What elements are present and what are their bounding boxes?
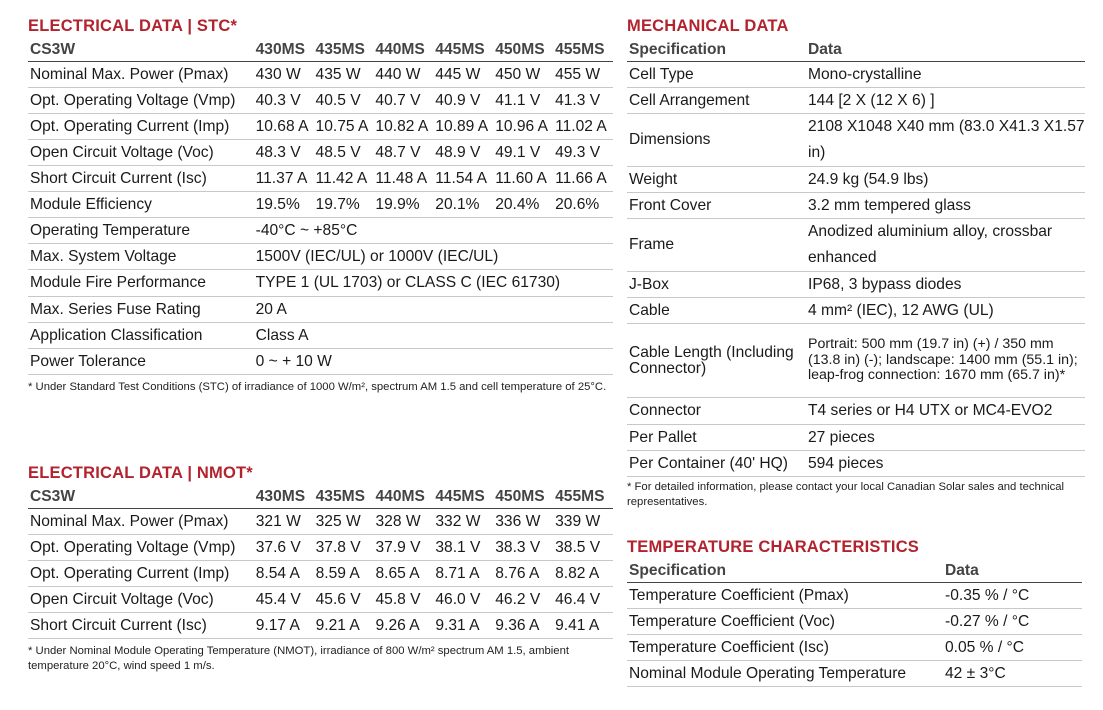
cell-value: 8.54 A <box>254 561 314 587</box>
cell-value: 9.17 A <box>254 613 314 639</box>
cell-value: 41.3 V <box>553 88 613 114</box>
row-label: Cell Type <box>627 62 806 88</box>
row-label: Frame <box>627 219 806 272</box>
cell-value: 594 pieces <box>806 451 1085 477</box>
row-label: Cable Length (Including Connector) <box>627 324 806 398</box>
cell-value: 4 mm² (IEC), 12 AWG (UL) <box>806 298 1085 324</box>
cell-value: 40.5 V <box>314 88 374 114</box>
mech-head-data: Data <box>806 38 1085 62</box>
nmot-col-header: 440MS <box>373 485 433 509</box>
table-row <box>28 62 613 88</box>
table-row <box>627 298 1085 324</box>
cell-value: 46.2 V <box>493 587 553 613</box>
cell-value: 41.1 V <box>493 88 553 114</box>
row-label: Open Circuit Voltage (Voc) <box>28 140 254 166</box>
cell-value: 0 ~ + 10 W <box>254 349 613 375</box>
cell-value: 45.4 V <box>254 587 314 613</box>
row-label: Opt. Operating Voltage (Vmp) <box>28 88 254 114</box>
cell-value: 8.59 A <box>314 561 374 587</box>
cell-value: 37.6 V <box>254 535 314 561</box>
cell-value: TYPE 1 (UL 1703) or CLASS C (IEC 61730) <box>254 270 613 297</box>
cell-value: 20.6% <box>553 192 613 218</box>
cell-value: 328 W <box>373 509 433 535</box>
cell-value: Class A <box>254 323 613 349</box>
table-row <box>28 509 613 535</box>
table-row <box>28 114 613 140</box>
cell-value: 435 W <box>314 62 374 88</box>
table-row <box>627 583 1082 609</box>
row-label: Max. Series Fuse Rating <box>28 297 254 323</box>
cell-value: 48.5 V <box>314 140 374 166</box>
row-label: Temperature Coefficient (Isc) <box>627 635 943 661</box>
table-row <box>28 349 613 375</box>
cell-value: 11.48 A <box>373 166 433 192</box>
cell-value: -0.35 % / °C <box>943 583 1082 609</box>
nmot-col-header: 450MS <box>493 485 553 509</box>
table-row <box>627 661 1082 687</box>
row-label: Cell Arrangement <box>627 88 806 114</box>
table-row <box>627 167 1085 193</box>
mech-table <box>627 38 1085 477</box>
cell-value: 46.0 V <box>433 587 493 613</box>
table-row <box>28 218 613 244</box>
table-row <box>28 192 613 218</box>
nmot-col-header: 455MS <box>553 485 613 509</box>
table-row <box>28 140 613 166</box>
cell-value: 48.9 V <box>433 140 493 166</box>
cell-value: 2108 X1048 X40 mm (83.0 X41.3 X1.57 in) <box>806 114 1085 167</box>
cell-value: -0.27 % / °C <box>943 609 1082 635</box>
temp-table <box>627 559 1082 687</box>
table-row <box>627 398 1085 425</box>
cell-value: 45.8 V <box>373 587 433 613</box>
nmot-title: ELECTRICAL DATA | NMOT* <box>28 464 253 482</box>
table-row <box>627 425 1085 451</box>
table-row <box>627 451 1085 477</box>
stc-table <box>28 38 613 375</box>
nmot-section <box>28 461 613 674</box>
cell-value: 0.05 % / °C <box>943 635 1082 661</box>
temp-head-data: Data <box>943 559 1082 583</box>
table-row <box>627 114 1085 167</box>
cell-value: 10.82 A <box>373 114 433 140</box>
row-label: Power Tolerance <box>28 349 254 375</box>
cell-value: IP68, 3 bypass diodes <box>806 272 1085 298</box>
table-row <box>28 561 613 587</box>
temp-section <box>627 535 1082 687</box>
row-label: Opt. Operating Current (Imp) <box>28 561 254 587</box>
cell-value: 3.2 mm tempered glass <box>806 193 1085 219</box>
cell-value: Portrait: 500 mm (19.7 in) (+) / 350 mm (13.8 in) (-); landscape: 1400 mm (55.1 in); leap-frog connection: 1670 mm (65.7 in)* <box>806 324 1085 398</box>
table-row <box>627 272 1085 298</box>
mech-note: * For detailed information, please contact your local Canadian Solar sales and technical representatives. <box>627 481 1065 508</box>
cell-value: 144 [2 X (12 X 6) ] <box>806 88 1085 114</box>
nmot-table <box>28 485 613 639</box>
cell-value: 20.4% <box>493 192 553 218</box>
cell-value: 10.75 A <box>314 114 374 140</box>
temp-title: TEMPERATURE CHARACTERISTICS <box>627 538 920 556</box>
cell-value: 339 W <box>553 509 613 535</box>
nmot-note: * Under Nominal Module Operating Temperature (NMOT), irradiance of 800 W/m² spectrum AM 1.5, ambient temperature 20°C, wind speed 1 m/s. <box>28 645 569 672</box>
cell-value: 445 W <box>433 62 493 88</box>
nmot-col-header: 430MS <box>254 485 314 509</box>
table-row <box>627 635 1082 661</box>
table-row <box>627 324 1085 398</box>
nmot-header-row <box>28 485 613 509</box>
table-row <box>28 535 613 561</box>
cell-value: 8.65 A <box>373 561 433 587</box>
cell-value: 11.37 A <box>254 166 314 192</box>
cell-value: 40.3 V <box>254 88 314 114</box>
table-row <box>28 323 613 349</box>
row-label: Dimensions <box>627 114 806 167</box>
row-label: Operating Temperature <box>28 218 254 244</box>
row-label: Module Fire Performance <box>28 270 254 297</box>
row-label: Open Circuit Voltage (Voc) <box>28 587 254 613</box>
cell-value: 11.42 A <box>314 166 374 192</box>
cell-value: 38.5 V <box>553 535 613 561</box>
table-row <box>627 193 1085 219</box>
row-label: J-Box <box>627 272 806 298</box>
cell-value: 440 W <box>373 62 433 88</box>
row-label: Weight <box>627 167 806 193</box>
cell-value: 10.68 A <box>254 114 314 140</box>
stc-col-header: 435MS <box>314 38 374 62</box>
stc-col-header: 450MS <box>493 38 553 62</box>
cell-value: 20.1% <box>433 192 493 218</box>
row-label: Nominal Max. Power (Pmax) <box>28 509 254 535</box>
cell-value: 48.3 V <box>254 140 314 166</box>
cell-value: 38.1 V <box>433 535 493 561</box>
cell-value: Anodized aluminium alloy, crossbar enhanced <box>806 219 1085 272</box>
cell-value: 11.66 A <box>553 166 613 192</box>
row-label: Temperature Coefficient (Pmax) <box>627 583 943 609</box>
cell-value: 19.7% <box>314 192 374 218</box>
row-label: Nominal Max. Power (Pmax) <box>28 62 254 88</box>
stc-header-row <box>28 38 613 62</box>
cell-value: 450 W <box>493 62 553 88</box>
cell-value: 40.9 V <box>433 88 493 114</box>
row-label: Temperature Coefficient (Voc) <box>627 609 943 635</box>
cell-value: 332 W <box>433 509 493 535</box>
stc-title: ELECTRICAL DATA | STC* <box>28 17 238 35</box>
row-label: Per Pallet <box>627 425 806 451</box>
stc-section <box>28 14 613 395</box>
cell-value: 430 W <box>254 62 314 88</box>
table-row <box>627 88 1085 114</box>
nmot-col-header: 445MS <box>433 485 493 509</box>
row-label: Application Classification <box>28 323 254 349</box>
cell-value: 27 pieces <box>806 425 1085 451</box>
cell-value: 9.31 A <box>433 613 493 639</box>
cell-value: 9.41 A <box>553 613 613 639</box>
table-row <box>28 88 613 114</box>
cell-value: 9.36 A <box>493 613 553 639</box>
stc-col-header: 440MS <box>373 38 433 62</box>
cell-value: 48.7 V <box>373 140 433 166</box>
cell-value: 455 W <box>553 62 613 88</box>
stc-col-header: 430MS <box>254 38 314 62</box>
table-row <box>28 270 613 297</box>
cell-value: 49.3 V <box>553 140 613 166</box>
stc-model: CS3W <box>28 38 254 62</box>
cell-value: 19.9% <box>373 192 433 218</box>
cell-value: 42 ± 3°C <box>943 661 1082 687</box>
cell-value: 10.96 A <box>493 114 553 140</box>
cell-value: 38.3 V <box>493 535 553 561</box>
row-label: Opt. Operating Current (Imp) <box>28 114 254 140</box>
nmot-model: CS3W <box>28 485 254 509</box>
cell-value: 8.71 A <box>433 561 493 587</box>
stc-col-header: 445MS <box>433 38 493 62</box>
cell-value: -40°C ~ +85°C <box>254 218 613 244</box>
mech-title: MECHANICAL DATA <box>627 17 789 35</box>
cell-value: 11.02 A <box>553 114 613 140</box>
cell-value: 321 W <box>254 509 314 535</box>
cell-value: 37.8 V <box>314 535 374 561</box>
row-label: Short Circuit Current (Isc) <box>28 613 254 639</box>
table-row <box>28 244 613 270</box>
row-label: Max. System Voltage <box>28 244 254 270</box>
row-label: Short Circuit Current (Isc) <box>28 166 254 192</box>
table-row <box>627 219 1085 272</box>
cell-value: 9.26 A <box>373 613 433 639</box>
table-row <box>28 166 613 192</box>
stc-note: * Under Standard Test Conditions (STC) of irradiance of 1000 W/m², spectrum AM 1.5 and cell temperature of 25°C. <box>28 381 607 393</box>
cell-value: Mono-crystalline <box>806 62 1085 88</box>
cell-value: 11.60 A <box>493 166 553 192</box>
table-row <box>627 609 1082 635</box>
cell-value: 20 A <box>254 297 613 323</box>
cell-value: 8.82 A <box>553 561 613 587</box>
row-label: Front Cover <box>627 193 806 219</box>
row-label: Per Container (40' HQ) <box>627 451 806 477</box>
stc-col-header: 455MS <box>553 38 613 62</box>
cell-value: 37.9 V <box>373 535 433 561</box>
temp-head-spec: Specification <box>627 559 943 583</box>
cell-value: 1500V (IEC/UL) or 1000V (IEC/UL) <box>254 244 613 270</box>
cell-value: 336 W <box>493 509 553 535</box>
row-label: Cable <box>627 298 806 324</box>
mech-head-spec: Specification <box>627 38 806 62</box>
cell-value: 11.54 A <box>433 166 493 192</box>
cell-value: 10.89 A <box>433 114 493 140</box>
cell-value: 9.21 A <box>314 613 374 639</box>
table-row <box>28 613 613 639</box>
cell-value: 19.5% <box>254 192 314 218</box>
row-label: Connector <box>627 398 806 425</box>
nmot-col-header: 435MS <box>314 485 374 509</box>
cell-value: 46.4 V <box>553 587 613 613</box>
cell-value: 8.76 A <box>493 561 553 587</box>
cell-value: 49.1 V <box>493 140 553 166</box>
row-label: Nominal Module Operating Temperature <box>627 661 943 687</box>
mech-section <box>627 14 1085 510</box>
row-label: Module Efficiency <box>28 192 254 218</box>
cell-value: 40.7 V <box>373 88 433 114</box>
temp-header-row <box>627 559 1082 583</box>
table-row <box>28 297 613 323</box>
cell-value: 45.6 V <box>314 587 374 613</box>
table-row <box>627 62 1085 88</box>
cell-value: T4 series or H4 UTX or MC4-EVO2 <box>806 398 1085 425</box>
cell-value: 24.9 kg (54.9 lbs) <box>806 167 1085 193</box>
row-label: Opt. Operating Voltage (Vmp) <box>28 535 254 561</box>
mech-header-row <box>627 38 1085 62</box>
table-row <box>28 587 613 613</box>
cell-value: 325 W <box>314 509 374 535</box>
